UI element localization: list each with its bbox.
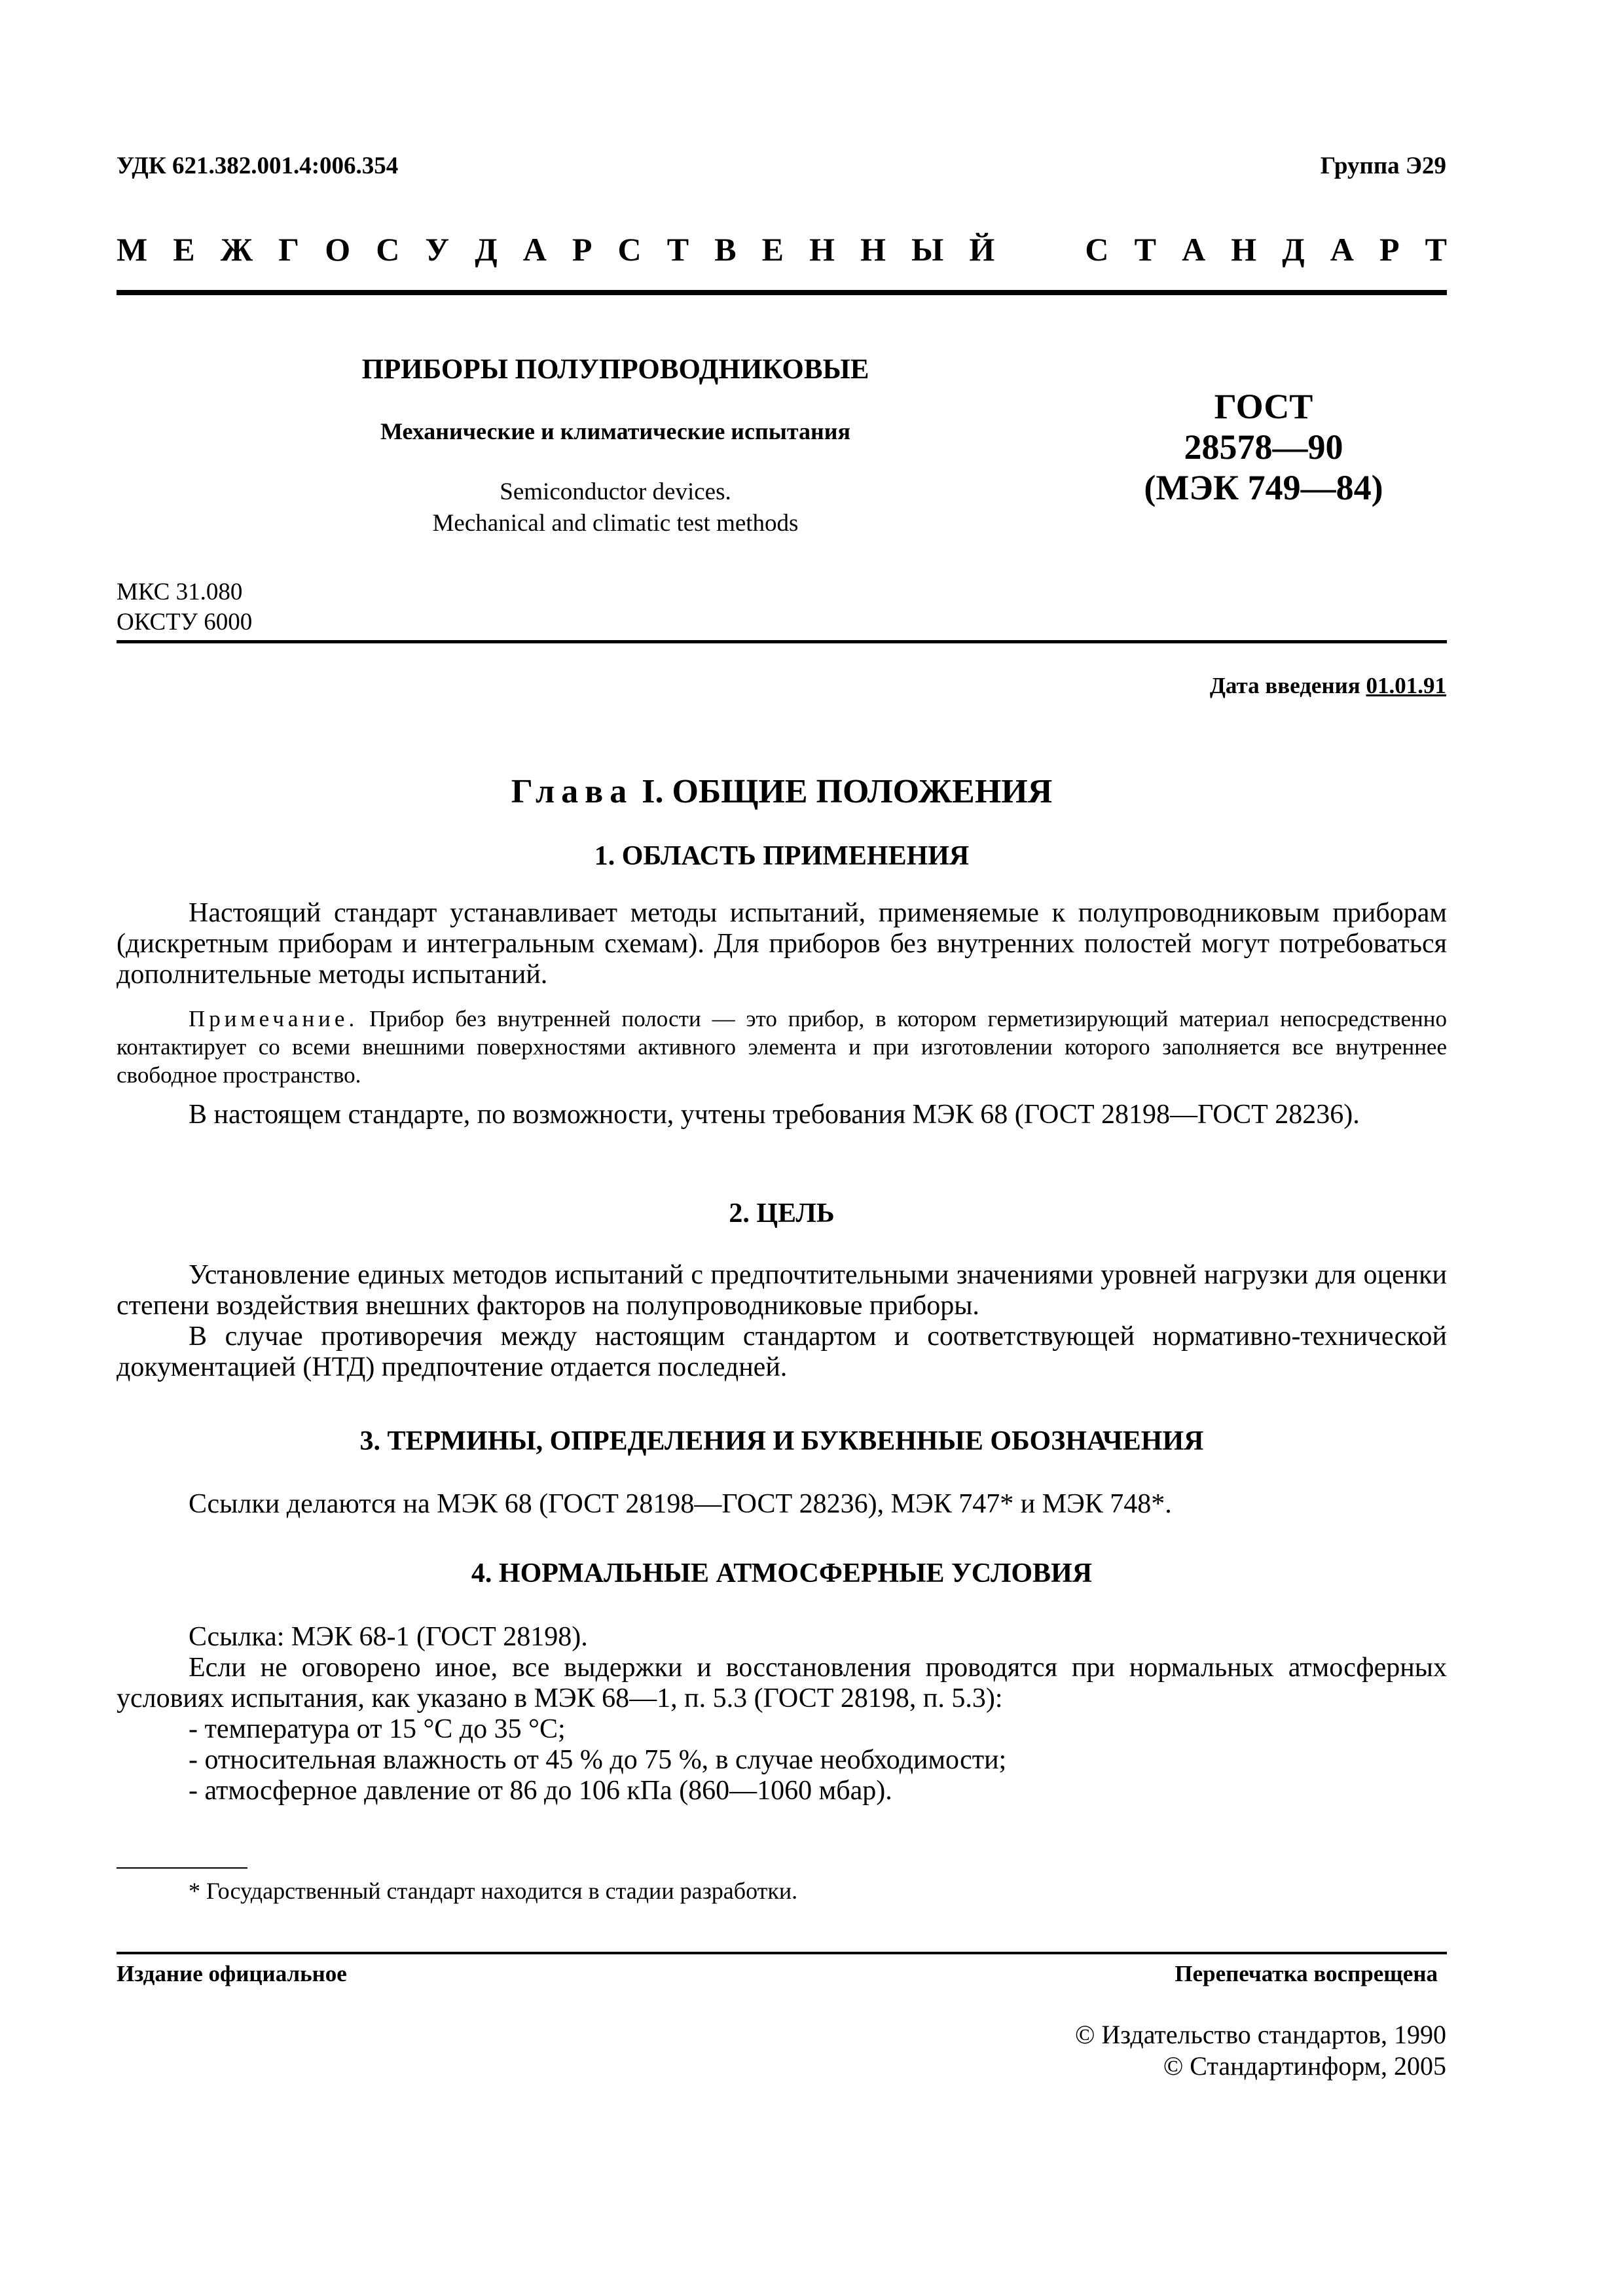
copyright-line: © Стандартинформ, 2005 xyxy=(1163,2051,1446,2081)
copyright-line: © Издательство стандартов, 1990 xyxy=(1074,2020,1446,2049)
banner-letter: Н xyxy=(809,231,835,268)
paragraph: Настоящий стандарт устанавливает методы испытаний, применяемые к полупроводниковым приборам (дискретным приборам и интегральным схемам). Для приборов без внутренних полостей могут потребоваться дополнительные методы испытаний. xyxy=(117,898,1447,990)
banner-letter: Ы xyxy=(911,231,944,268)
section-heading: 1. ОБЛАСТЬ ПРИМЕНЕНИЯ xyxy=(594,841,970,871)
banner-letter: М xyxy=(117,231,148,268)
mks-code: МКС 31.080 xyxy=(117,579,243,605)
english-title-line: Mechanical and climatic test methods xyxy=(432,510,799,537)
chapter-title: I. ОБЩИЕ ПОЛОЖЕНИЯ xyxy=(633,773,1053,810)
banner-letter: А xyxy=(1182,231,1206,268)
banner-letter: Р xyxy=(572,231,593,268)
english-title xyxy=(327,476,903,539)
section-heading: 4. НОРМАЛЬНЫЕ АТМОСФЕРНЫЕ УСЛОВИЯ xyxy=(471,1558,1093,1588)
reprint-notice: Перепечатка воспрещена xyxy=(1175,1961,1438,1986)
banner-letter: В xyxy=(714,231,737,268)
edition-label: Издание официальное xyxy=(117,1961,347,1986)
banner-letter: Ж xyxy=(220,231,253,268)
banner-letter: Г xyxy=(278,231,300,268)
list-item: - температура от 15 °С до 35 °С; xyxy=(189,1714,566,1744)
middle-rule xyxy=(117,640,1447,643)
banner-letter: О xyxy=(325,231,351,268)
group-code: Группа Э29 xyxy=(1320,152,1446,179)
copyright-block xyxy=(857,2019,1446,2082)
banner-letter: Е xyxy=(761,231,784,268)
banner-letter: Й xyxy=(969,231,995,268)
footnote: * Государственный стандарт находится в стадии разработки. xyxy=(189,1878,798,1904)
section-heading: 3. ТЕРМИНЫ, ОПРЕДЕЛЕНИЯ И БУКВЕННЫЕ ОБОЗНАЧЕНИЯ xyxy=(359,1426,1204,1456)
english-title-line: Semiconductor devices. xyxy=(500,478,731,505)
banner-letter: С xyxy=(376,231,400,268)
gost-line: ГОСТ xyxy=(1214,387,1313,426)
standard-banner xyxy=(117,230,1447,268)
gost-number: 28578—90 xyxy=(1184,427,1343,467)
banner-gap xyxy=(1020,230,1059,268)
banner-letter: Р xyxy=(1379,231,1400,268)
banner-letter: Д xyxy=(1282,231,1305,268)
chapter-prefix: Глава xyxy=(511,773,634,810)
banner-letter: Д xyxy=(475,231,498,268)
introduction-date-label: Дата введения xyxy=(1209,673,1366,698)
banner-letter: У xyxy=(425,231,450,268)
note-text: Прибор без внутренней полости — это прибор, в котором герметизирующий материал непосредственно контактирует со всеми внешними поверхностями активного элемента и при изготовлении которого заполняется все внутреннее свободное пространство. xyxy=(117,1006,1447,1088)
document-subtitle: Механические и климатические испытания xyxy=(380,418,850,444)
paragraph: Ссылка: МЭК 68-1 (ГОСТ 28198). xyxy=(189,1622,588,1652)
udk-code: УДК 621.382.001.4:006.354 xyxy=(117,152,399,179)
top-rule xyxy=(117,290,1447,295)
classification-codes xyxy=(117,577,252,637)
list-item: - атмосферное давление от 86 до 106 кПа (860—1060 мбар). xyxy=(189,1776,892,1806)
paragraph: Установление единых методов испытаний с предпочтительными значениями уровней нагрузки для оценки степени воздействия внешних факторов на полупроводниковые приборы. xyxy=(117,1260,1447,1321)
note xyxy=(117,1005,1447,1089)
introduction-date xyxy=(1210,673,1446,699)
footnote-rule xyxy=(117,1867,247,1869)
bottom-rule xyxy=(117,1952,1447,1954)
banner-letter: Н xyxy=(1231,231,1257,268)
section-heading: 2. ЦЕЛЬ xyxy=(729,1198,835,1229)
note-label: Примечание. xyxy=(189,1006,359,1031)
chapter-heading xyxy=(117,772,1447,811)
paragraph: Ссылки делаются на МЭК 68 (ГОСТ 28198—ГОСТ 28236), МЭК 747* и МЭК 748*. xyxy=(189,1489,1172,1519)
introduction-date-value: 01.01.91 xyxy=(1366,673,1446,698)
banner-letter: Т xyxy=(666,231,689,268)
banner-letter: Н xyxy=(860,231,886,268)
banner-letter: А xyxy=(1330,231,1354,268)
conditions-list xyxy=(189,1714,1447,1806)
banner-letter: Т xyxy=(1134,231,1156,268)
iec-number: (МЭК 749—84) xyxy=(1144,468,1383,507)
banner-letter: С xyxy=(1085,231,1109,268)
document-title: ПРИБОРЫ ПОЛУПРОВОДНИКОВЫЕ xyxy=(361,354,869,385)
okstu-code: ОКСТУ 6000 xyxy=(117,609,253,636)
banner-letter: С xyxy=(617,231,642,268)
paragraph: В случае противоречия между настоящим стандартом и соответствующей нормативно-технической документацией (НТД) предпочтение отдается последней. xyxy=(117,1321,1447,1382)
paragraph: Если не оговорено иное, все выдержки и восстановления проводятся при нормальных атмосферных условиях испытания, как указано в МЭК 68—1, п. 5.3 (ГОСТ 28198, п. 5.3): xyxy=(117,1653,1447,1713)
banner-letter: Е xyxy=(173,231,195,268)
list-item: - относительная влажность от 45 % до 75 %, в случае необходимости; xyxy=(189,1745,1007,1775)
banner-letter: А xyxy=(522,231,547,268)
gost-designation xyxy=(1100,386,1427,508)
banner-letter: Т xyxy=(1425,231,1447,268)
paragraph: В настоящем стандарте, по возможности, учтены требования МЭК 68 (ГОСТ 28198—ГОСТ 28236). xyxy=(189,1100,1360,1130)
